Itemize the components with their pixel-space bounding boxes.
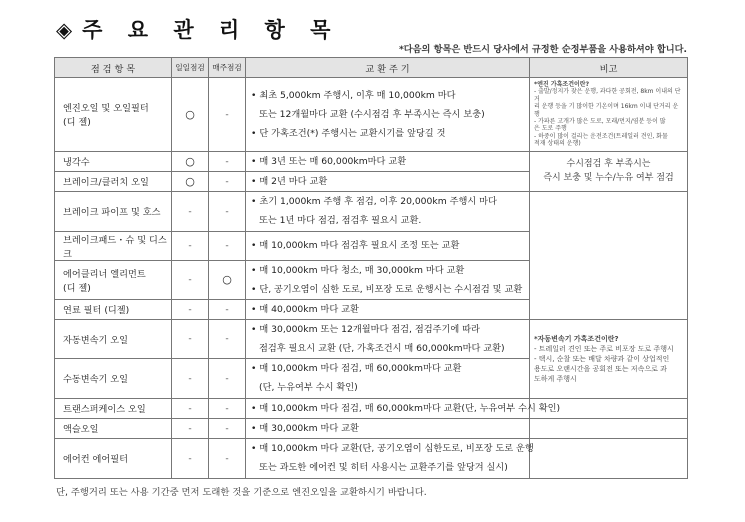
period-cell [246,231,530,260]
weekly-check: - [209,191,246,231]
weekly-check: - [209,299,246,319]
remarks-trans-line: - 트레일러 견인 또는 주로 비포장 도로 주행시 [534,344,674,353]
table-row [55,151,688,171]
remarks-engine-line: 리 운행 등을 기 많이한 기온이며 16km 이내 단거리 운행 [534,103,679,118]
item-name: 자동변속기 오일 [55,319,172,358]
remarks-coolant-line: 즉시 보충 및 누수/누유 여부 점검 [543,173,674,184]
item-name: 트랜스퍼케이스 오일 [55,398,172,418]
table-row [55,438,688,478]
footer-note: 단, 주행거리 또는 사용 기간중 먼저 도래한 것을 기준으로 엔진오일을 교환하시기 바랍니다. [56,487,427,498]
daily-check: - [172,260,209,299]
item-name: 연료 필터 (디젤) [55,299,172,319]
period-cell [246,398,561,418]
remarks-coolant [530,151,688,191]
table-row [55,319,688,358]
period-cell [246,358,530,398]
period-line: • 매 10,000km 마다 교환(단, 공기오염이 심한도로, 비포장 도로 운행 [251,443,534,455]
period-line: • 매 30,000km 또는 12개월마다 점검, 점검주기에 따라 [251,323,480,335]
remarks-engine [530,78,688,152]
remarks-coolant-line: 수시점검 후 부족시는 [566,159,651,170]
item-name: 에어클리너 엘리먼트 (디 젤) [55,260,172,299]
remarks-trans-line: 도하게 주행시 [534,374,577,383]
page-title [56,14,339,44]
page-title-text: 주 요 관 리 항 목 [82,18,340,42]
remarks-engine-line: 은 도로 주행 [534,125,567,133]
daily-check: - [172,418,209,438]
period-line: 또는 12개월마다 교환 (수시점검 후 부족시는 즉시 보충) [259,108,485,120]
weekly-check: - [209,438,246,478]
remarks-empty [530,191,688,319]
header-remarks: 비고 [530,58,688,78]
item-name: 수동변속기 오일 [55,358,172,398]
remarks-engine-title: *엔진 가혹조건이란? [534,81,590,88]
remarks-trans-line: 용도로 오랜시간을 공회전 또는 저속으로 과 [534,364,667,373]
daily-check: - [172,358,209,398]
remarks-empty [530,418,688,438]
daily-check: - [172,319,209,358]
period-line: • 매 2년 마다 교환 [251,175,328,187]
weekly-check: - [209,319,246,358]
header-weekly: 매주점검 [209,58,246,78]
period-line: 점검후 필요시 교환 (단, 가혹조건시 매 60,000km마다 교환) [259,342,505,354]
period-line: • 매 30,000km 마다 교환 [251,422,359,434]
period-cell [246,78,530,152]
period-line: • 매 10,000km 마다 청소, 매 30,000km 마다 교환 [251,264,465,276]
remarks-engine-line: - 출발/정지가 잦은 운행, 과다한 공회전, 8km 이내의 단거 [534,88,681,103]
table-row [55,398,688,418]
weekly-check: - [209,171,246,191]
period-line: • 매 10,000km 마다 점검, 매 60,000km마다 교환(단, 누유여부 수시 확인) [251,402,561,414]
item-name: 엔진오일 및 오일필터 (디 젤) [55,78,172,152]
period-line: • 최초 5,000km 주행시, 이후 매 10,000km 마다 [251,89,456,101]
period-cell [246,260,530,299]
table-row [55,418,688,438]
weekly-check: - [209,358,246,398]
weekly-check: - [209,151,246,171]
period-line: • 매 10,000km 마다 점검, 매 60,000km마다 교환 [251,363,462,375]
remarks-empty [530,438,688,478]
period-cell [246,418,530,438]
table-row [55,78,688,152]
weekly-check: - [209,418,246,438]
diamond-icon: ◈ [56,18,73,42]
period-line: • 매 40,000km 마다 교환 [251,303,359,315]
remarks-trans-line: - 택시, 순찰 또는 배달 차량과 같이 상업적인 [534,354,670,363]
daily-check: ○ [172,78,209,152]
period-line: 또는 1년 마다 점검, 점검후 필요시 교환. [259,215,422,227]
notice-text: *다음의 항목은 반드시 당사에서 규정한 순정부품을 사용하셔야 합니다. [398,44,687,55]
period-line: • 초기 1,000km 주행 후 점검, 이후 20,000km 주행시 마다 [251,196,497,208]
weekly-check: - [209,231,246,260]
period-cell [246,438,534,478]
daily-check: ○ [172,151,209,171]
daily-check: - [172,191,209,231]
period-cell [246,299,530,319]
period-line: (단, 누유여부 수시 확인) [259,382,358,394]
header-item: 점 검 항 목 [55,58,172,78]
item-name: 브레이크 파이프 및 호스 [55,191,172,231]
period-line: • 단 가혹조건(*) 주행시는 교환시기를 앞당길 것 [251,127,446,139]
period-cell [246,319,530,358]
remarks-engine-line: 적재 상태의 운행) [534,140,581,148]
item-name: 에어컨 에어필터 [55,438,172,478]
weekly-check: - [209,398,246,418]
item-name: 브레이크/클러치 오일 [55,171,172,191]
item-name: 냉각수 [55,151,172,171]
period-cell [246,191,530,231]
item-name: 액슬오일 [55,418,172,438]
item-name: 브레이크패드・슈 및 디스크 [55,231,172,260]
header-period: 교 환 주 기 [246,58,530,78]
period-line: • 매 3년 또는 매 60,000km마다 교환 [251,155,407,167]
daily-check: - [172,231,209,260]
maintenance-table [54,57,688,479]
period-cell [246,151,530,171]
remarks-trans-title: *자동변속기 가혹조건이란? [534,334,619,343]
daily-check: ○ [172,171,209,191]
remarks-engine-line: - 하중이 많이 걸리는 운전조건(트레일러 견인, 화물 [534,132,668,140]
table-row [55,191,688,231]
weekly-check: ○ [209,260,246,299]
daily-check: - [172,438,209,478]
daily-check: - [172,398,209,418]
table-header-row [55,58,688,78]
period-cell [246,171,530,191]
period-line: • 매 10,000km 마다 점검후 필요시 조정 또는 교환 [251,240,460,252]
header-daily: 일일점검 [172,58,209,78]
weekly-check: - [209,78,246,152]
remarks-engine-line: - 가파른 고개가 많은 도로, 모래/먼지/염분 등이 많 [534,118,666,126]
period-line: • 단, 공기오염이 심한 도로, 비포장 도로 운행시는 수시점검 및 교환 [251,283,523,295]
remarks-transmission [530,319,688,398]
period-line: 또는 과도한 에어컨 및 히터 사용시는 교환주기를 앞당겨 실시) [259,462,508,474]
daily-check: - [172,299,209,319]
